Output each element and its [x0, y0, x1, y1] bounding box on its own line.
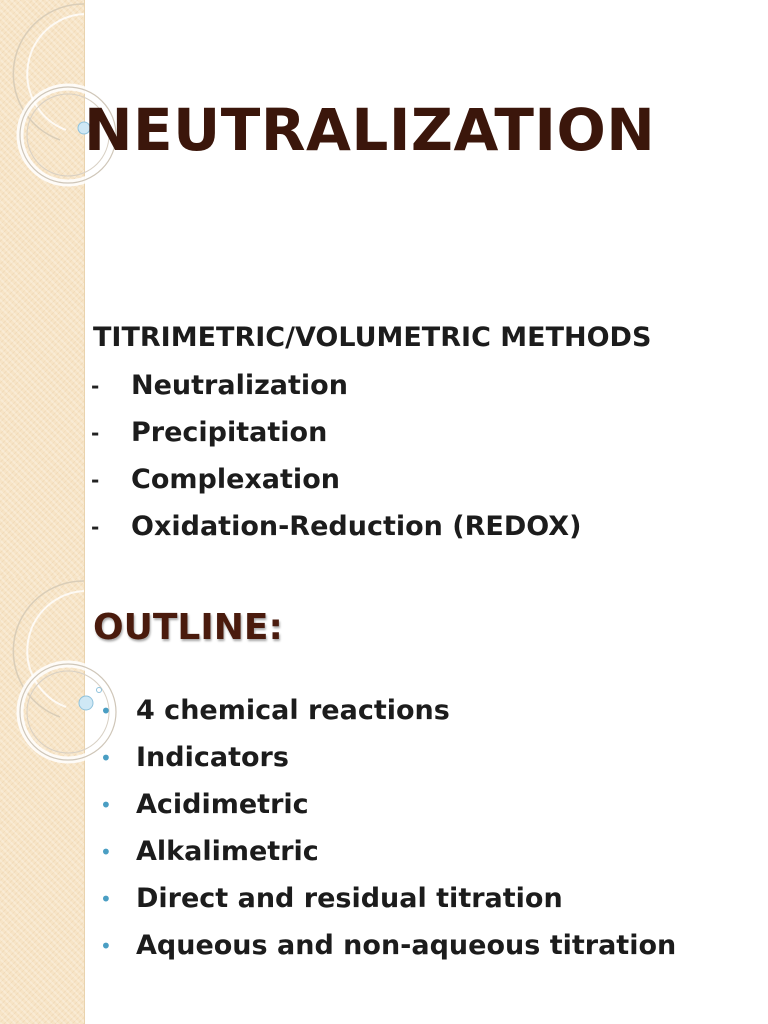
method-label: Oxidation-Reduction (REDOX)	[131, 511, 582, 542]
slide-title: NEUTRALIZATION	[84, 96, 656, 164]
dash-bullet: -	[91, 421, 100, 445]
methods-heading: TITRIMETRIC/VOLUMETRIC METHODS	[93, 322, 652, 353]
outline-item-label: Direct and residual titration	[136, 883, 563, 914]
outline-item-label: 4 chemical reactions	[136, 695, 450, 726]
outline-item-label: Alkalimetric	[136, 836, 319, 867]
bullet-icon: •	[100, 840, 112, 864]
outline-heading: OUTLINE:	[93, 607, 283, 648]
outline-item-label: Aqueous and non-aqueous titration	[136, 930, 677, 961]
method-label: Complexation	[131, 464, 340, 495]
bullet-icon: •	[100, 793, 112, 817]
dash-bullet: -	[91, 468, 100, 492]
bullet-icon: •	[100, 746, 112, 770]
outline-item-label: Indicators	[136, 742, 289, 773]
slide-outline	[0, 577, 768, 1024]
method-label: Neutralization	[131, 370, 348, 401]
dash-bullet: -	[91, 374, 100, 398]
method-label: Precipitation	[131, 417, 328, 448]
bullet-icon: •	[100, 934, 112, 958]
outline-item-label: Acidimetric	[136, 789, 309, 820]
dash-bullet: -	[91, 515, 100, 539]
bullet-icon: •	[100, 699, 112, 723]
bullet-icon: •	[100, 887, 112, 911]
